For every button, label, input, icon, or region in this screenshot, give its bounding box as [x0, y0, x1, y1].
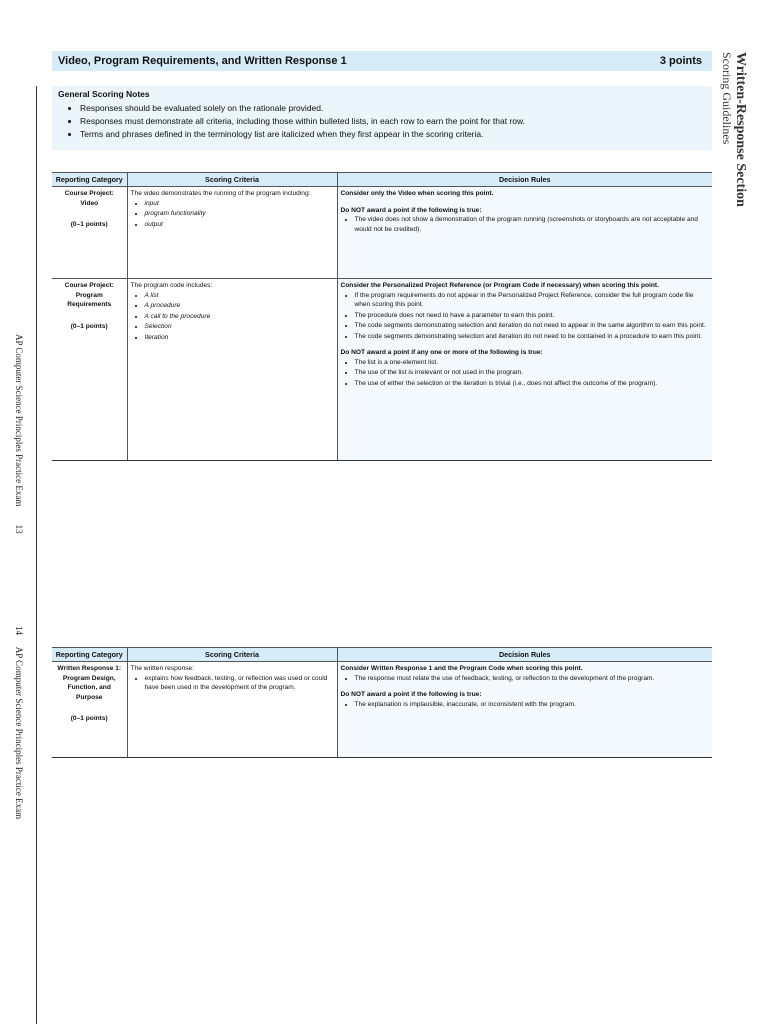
- category-label: Written Response 1: Program Design, Function, and Purpose: [57, 665, 122, 701]
- rules-not-list: [341, 215, 710, 234]
- rule-item: • The video does not show a demonstration of the program running (screenshots or storyboards are not acceptable and would not be credited).: [355, 215, 710, 234]
- notes-list: [58, 103, 706, 140]
- note-item: • Responses should be evaluated solely on the rationale provided.: [80, 103, 706, 114]
- criteria-item: • output: [145, 220, 334, 230]
- section-heading: [719, 52, 748, 207]
- table-row: [52, 187, 712, 279]
- footer-text: AP Computer Science Principles Practice Exam: [14, 334, 24, 507]
- criteria-item: • Selection: [145, 322, 334, 332]
- criteria-intro: The program code includes:: [130, 282, 213, 289]
- banner-title: Video, Program Requirements, and Written Response 1: [58, 55, 347, 67]
- scoring-criteria-cell: [127, 279, 337, 461]
- header-decision-rules: Decision Rules: [337, 648, 712, 662]
- page-number: 14: [14, 626, 24, 635]
- criteria-intro: The video demonstrates the running of the program including:: [130, 190, 311, 197]
- points-label: (0–1 points): [70, 221, 108, 228]
- rules-not-list: [341, 700, 710, 710]
- scoring-criteria-cell: [127, 187, 337, 279]
- rules-not-award: Do NOT award a point if the following is true:: [340, 691, 482, 698]
- footer-page-13: [14, 334, 24, 534]
- section-title: Written-Response Section: [733, 52, 748, 207]
- footer-page-14: [14, 626, 24, 819]
- header-decision-rules: Decision Rules: [337, 173, 712, 187]
- table-row: [52, 279, 712, 461]
- points-label: (0–1 points): [70, 322, 108, 330]
- header-reporting-category: Reporting Category: [52, 173, 127, 187]
- criteria-item: • Iteration: [145, 333, 334, 343]
- rules-list: [341, 291, 710, 342]
- criteria-item: • input: [145, 199, 334, 209]
- criteria-item: • explains how feedback, testing, or reflection was used or could have been used in the development of the program.: [145, 674, 334, 693]
- criteria-list: [131, 291, 334, 343]
- criteria-item: • A list: [145, 291, 334, 301]
- scoring-table-2: [52, 647, 712, 758]
- rules-lead: Consider the Personalized Project Reference (or Program Code if necessary) when scoring this point.: [340, 282, 659, 289]
- decision-rules-cell: [337, 187, 712, 279]
- category-label: Course Project: Video: [64, 190, 114, 207]
- criteria-list: [131, 674, 334, 693]
- rule-item: • The explanation is implausible, inaccurate, or inconsistent with the program.: [355, 700, 710, 710]
- rule-item: • If the program requirements do not appear in the Personalized Project Reference, consider the full program code file when scoring this point.: [355, 291, 710, 310]
- points-label: (0–1 points): [70, 715, 108, 722]
- note-item: • Responses must demonstrate all criteria, including those within bulleted lists, in each row to earn the point for that row.: [80, 116, 706, 127]
- rule-item: • The use of the list is irrelevant or not used in the program.: [355, 368, 710, 378]
- rules-lead: Consider only the Video when scoring this point.: [340, 190, 494, 197]
- criteria-list: [131, 199, 334, 230]
- criteria-item: • program functionality: [145, 209, 334, 219]
- rule-item: • The response must relate the use of feedback, testing, or reflection to the development of the program.: [355, 674, 710, 684]
- rules-not-award: Do NOT award a point if the following is true:: [340, 206, 482, 214]
- rule-item: • The code segments demonstrating selection and iteration do not need to be contained in a procedure to earn this point.: [355, 332, 710, 342]
- header-reporting-category: Reporting Category: [52, 648, 127, 662]
- rules-list: [341, 674, 710, 684]
- section-subtitle: Scoring Guidelines: [719, 52, 734, 145]
- scoring-criteria-cell: [127, 662, 337, 758]
- category-label: Course Project: Program Requirements: [64, 282, 114, 308]
- page-number: 13: [14, 524, 24, 534]
- rule-item: • The code segments demonstrating selection and iteration do not need to appear in the same algorithm to earn this point.: [355, 321, 710, 331]
- question-banner: [52, 51, 712, 71]
- rule-item: • The procedure does not need to have a parameter to earn this point.: [355, 311, 710, 321]
- general-scoring-notes: [52, 86, 712, 150]
- rules-not-award: Do NOT award a point if any one or more of the following is true:: [340, 349, 543, 356]
- criteria-item: • A call to the procedure: [145, 312, 334, 322]
- header-scoring-criteria: Scoring Criteria: [127, 173, 337, 187]
- rules-lead: Consider Written Response 1 and the Program Code when scoring this point.: [340, 665, 583, 672]
- header-scoring-criteria: Scoring Criteria: [127, 648, 337, 662]
- margin-rule: [36, 86, 37, 1024]
- reporting-category-cell: [52, 187, 127, 279]
- decision-rules-cell: [337, 279, 712, 461]
- note-item: • Terms and phrases defined in the terminology list are italicized when they first appear in the scoring criteria.: [80, 129, 706, 140]
- criteria-item: • A procedure: [145, 301, 334, 311]
- rule-item: • The list is a one-element list.: [355, 358, 710, 368]
- decision-rules-cell: [337, 662, 712, 758]
- notes-title: General Scoring Notes: [58, 89, 150, 99]
- footer-text: AP Computer Science Principles Practice Exam: [14, 646, 24, 820]
- banner-points: 3 points: [659, 55, 702, 67]
- reporting-category-cell: [52, 279, 127, 461]
- criteria-intro: The written response:: [130, 665, 194, 672]
- table-row: [52, 662, 712, 758]
- rule-item: • The use of either the selection or the iteration is trivial (i.e., does not affect the outcome of the program).: [355, 379, 710, 389]
- scoring-table-1: [52, 172, 712, 461]
- rules-not-list: [341, 358, 710, 389]
- reporting-category-cell: [52, 662, 127, 758]
